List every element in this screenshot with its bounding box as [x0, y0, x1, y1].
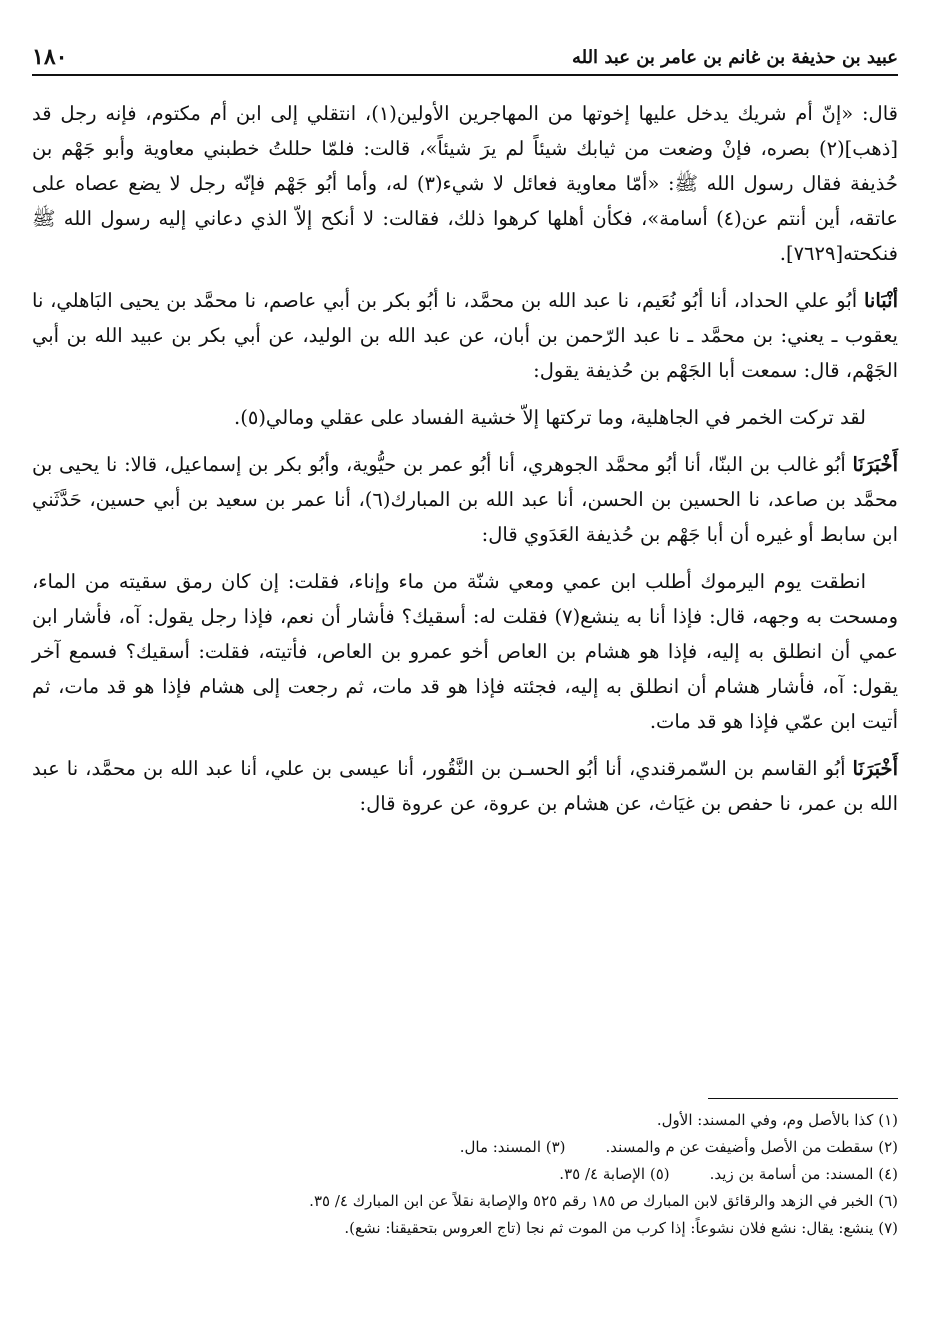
- page-header: [32, 38, 898, 76]
- page-number: ١٨٠: [32, 44, 68, 70]
- footnote-5: (٥) الإصابة ٤/ ٣٥.: [559, 1165, 670, 1183]
- paragraph-6: أَخْبَرَنَا أبُو القاسم بن السّمرقندي، أنا أبُو الحسـن بن النَّقُور، أنا عيسى بن علي، أنا عبد الله بن محمَّد، نا عبد الله بن عمر، نا حفص بن غيَاث، عن هشام بن عروة، عن عروة قال:: [32, 757, 899, 815]
- footnote-6: (٦) الخبر في الزهد والرقائق لابن المبارك ص ١٨٥ رقم ٥٢٥ والإصابة نقلاً عن ابن المبارك ٤/ ٣٥.: [309, 1192, 898, 1210]
- footnote-4: (٤) المسند: من أسامة بن زيد.: [709, 1165, 898, 1183]
- footnote-3: (٣) المسند: مال.: [459, 1138, 566, 1156]
- narration-lead: أَخْبَرَنَا: [852, 757, 899, 780]
- footnotes: [32, 1098, 898, 1242]
- paragraph-5: انطقت يوم اليرموك أطلب ابن عمي ومعي شنّة من ماء وإناء، فقلت: إن كان رمق سقيته من الماء، ومسحت به وجهه، قال: فإذا أنا به ينشع(٧) فقلت له: أسقيك؟ فأشار أن نعم، فإذا رجل يقول: آه، فأشار ابن عمي أن انطلق به إليه، فإذا هو هشام بن العاص أخو عمرو بن العاص، فأتيته، فقلت: أسقيك؟ فسمع آخر يقول: آه، فأشار هشام أن انطلق به إليه، فجئته فإذا هو قد مات، ثم رجعت إلى هشام فإذا هو قد مات، ثم أتيت ابن عمّي فإذا هو قد مات.: [32, 570, 899, 733]
- footnote-row: [32, 1134, 898, 1161]
- narration-lead: أَخْبَرَنَا: [852, 453, 899, 476]
- narration-lead: أنْبَانا: [863, 289, 899, 312]
- running-title: عبيد بن حذيفة بن غانم بن عامر بن عبد الله: [571, 47, 898, 68]
- footnote-1: (١) كذا بالأصل وم، وفي المسند: الأول.: [656, 1111, 898, 1129]
- footnote-row: [32, 1161, 898, 1188]
- footnote-2: (٢) سقطت من الأصل وأضيفت عن م والمسند.: [605, 1138, 898, 1156]
- footnote-divider: [708, 1098, 898, 1099]
- paragraph-4: أَخْبَرَنَا أبُو غالب بن البنّا، أنا أبُو محمَّد الجوهري، أنا أبُو عمر بن حيُّوية، وأبُو بكر بن إسماعيل، قالا: نا يحيى بن محمَّد بن صاعد، نا الحسين بن الحسن، أنا عبد الله بن المبارك(٦)، أنا عمر بن سعيد بن أبي حسين، حَدَّثَني ابن سابط أو غيره أن أبا جَهْم بن حُذيفة العَدَوي قال:: [32, 453, 899, 546]
- paragraph-2: أنْبَانا أبُو علي الحداد، أنا أبُو نُعَيم، نا عبد الله بن محمَّد، نا أبُو بكر بن أبي عاصم، نا محمَّد بن يحيى البَاهلي، نا يعقوب ـ يعني: بن محمَّد ـ نا عبد الرّحمن بن أبان، عن عبد الله بن الوليد، عن أبي بكر بن عبيد الله بن أبي الجَهْم، قال: سمعت أبا الجَهْم بن حُذيفة يقول:: [32, 289, 899, 382]
- paragraph-1: قال: «إنّ أم شريك يدخل عليها إخوتها من المهاجرين الأولين(١)، انتقلي إلى ابن أم مكتوم، فإنه رجل قد [ذهب](٢) بصره، فإنْ وضعت من ثيابك شيئاً لم يرَ شيئاً»، قالت: فلمّا حللتُ خطبني معاوية وأبو جَهْم بن حُذيفة فقال رسول الله ﷺ: «أمّا معاوية فعائل لا شيء(٣) له، وأما أبُو جَهْم فإنّه رجل لا يضع عصاه على عاتقه، أين أنتم عن(٤) أسامة»، فكأن أهلها كرهوا ذلك، فقالت: لا أنكح إلاّ الذي دعاني إليه رسول الله ﷺ فنكحته[٧٦٢٩].: [32, 102, 898, 265]
- book-page: [32, 38, 898, 1318]
- paragraph-3: لقد تركت الخمر في الجاهلية، وما تركتها إلاّ خشية الفساد على عقلي ومالي(٥).: [234, 406, 866, 429]
- footnote-7: (٧) ينشع: يقال: نشع فلان نشوعاً: إذا كرب من الموت ثم نجا (تاج العروس بتحقيقنا: نشع).: [344, 1219, 898, 1237]
- body-text: [32, 96, 898, 821]
